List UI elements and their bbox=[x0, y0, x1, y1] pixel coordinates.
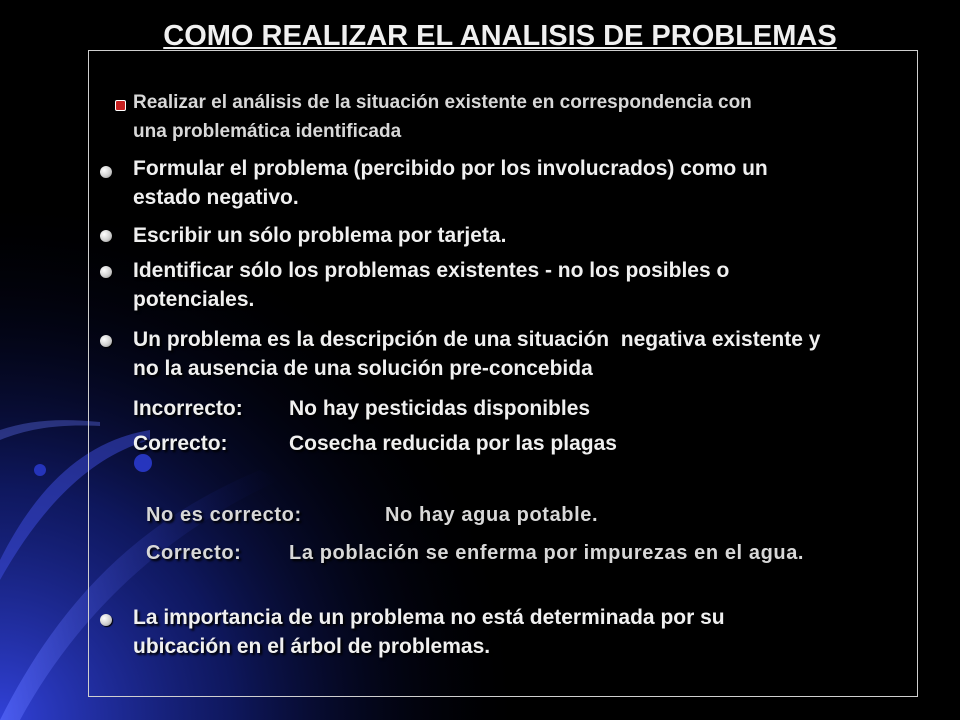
round-bullet-icon bbox=[100, 335, 112, 347]
decorative-dot bbox=[34, 464, 46, 476]
bullet-line: Formular el problema (percibido por los involucrados) como un bbox=[133, 157, 768, 180]
bullet-text bbox=[133, 221, 506, 250]
bullet-line: estado negativo. bbox=[133, 186, 299, 209]
example-incorrect-text: No hay pesticidas disponibles bbox=[289, 397, 591, 420]
bullet-line: no la ausencia de una solución pre-concebida bbox=[133, 357, 593, 380]
round-bullet-icon bbox=[100, 614, 112, 626]
bullet-line: una problemática identificada bbox=[133, 121, 402, 142]
bullet-line: potenciales. bbox=[133, 288, 255, 311]
round-bullet-icon bbox=[100, 230, 112, 242]
example-correct-text: Cosecha reducida por las plagas bbox=[289, 432, 617, 455]
bullet-text bbox=[133, 88, 752, 146]
example-incorrect-text: No hay agua potable. bbox=[385, 504, 599, 526]
bullet-text bbox=[133, 256, 729, 314]
round-bullet-icon bbox=[100, 166, 112, 178]
example-correct-label: Correcto: bbox=[133, 432, 228, 455]
example-correct-text: La población se enferma por impurezas en el agua. bbox=[289, 542, 805, 564]
bullet-line: Un problema es la descripción de una situación negativa existente y bbox=[133, 328, 821, 351]
round-bullet-icon bbox=[100, 266, 112, 278]
example-incorrect-label: No es correcto: bbox=[146, 504, 302, 526]
example-incorrect-label: Incorrecto: bbox=[133, 397, 243, 420]
bullet-line: Identificar sólo los problemas existentes - no los posibles o bbox=[133, 259, 730, 282]
example-correct-label: Correcto: bbox=[146, 542, 242, 564]
bullet-text bbox=[133, 154, 768, 212]
bullet-text bbox=[133, 325, 820, 383]
slide-title: COMO REALIZAR EL ANALISIS DE PROBLEMAS bbox=[163, 20, 837, 52]
bullet-text bbox=[133, 603, 725, 661]
bullet-line: ubicación en el árbol de problemas. bbox=[133, 635, 491, 658]
bullet-line: La importancia de un problema no está determinada por su bbox=[133, 606, 725, 629]
bullet-line: Realizar el análisis de la situación existente en correspondencia con bbox=[133, 92, 752, 113]
bullet-line: Escribir un sólo problema por tarjeta. bbox=[133, 224, 507, 247]
square-bullet-icon bbox=[115, 100, 126, 111]
